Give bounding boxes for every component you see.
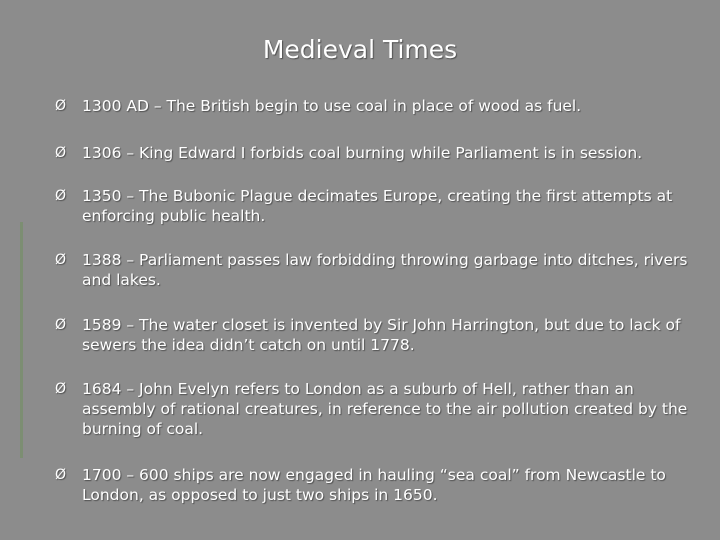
arrow-bullet-icon: Ø	[55, 188, 67, 204]
bullet-item-6	[55, 379, 695, 439]
arrow-bullet-icon: Ø	[55, 467, 67, 483]
bullet-item-2	[55, 143, 695, 163]
bullet-text: 1700 – 600 ships are now engaged in hauling “sea coal” from Newcastle to London, as opposed to just two ships in 1650.	[82, 466, 666, 504]
bullet-text: 1589 – The water closet is invented by Sir John Harrington, but due to lack of sewers the idea didn’t catch on until 1778.	[82, 316, 681, 354]
bullet-item-3	[55, 186, 695, 226]
bullet-item-1	[55, 96, 695, 116]
bullet-item-5	[55, 315, 695, 355]
decorative-side-line	[20, 222, 23, 458]
arrow-bullet-icon: Ø	[55, 98, 67, 114]
arrow-bullet-icon: Ø	[55, 252, 67, 268]
arrow-bullet-icon: Ø	[55, 381, 67, 397]
arrow-bullet-icon: Ø	[55, 145, 67, 161]
bullet-text: 1388 – Parliament passes law forbidding throwing garbage into ditches, rivers and lakes.	[82, 251, 688, 289]
bullet-item-4	[55, 250, 695, 290]
bullet-text: 1300 AD – The British begin to use coal in place of wood as fuel.	[82, 97, 582, 115]
bullet-item-7	[55, 465, 695, 505]
bullet-text: 1350 – The Bubonic Plague decimates Europe, creating the first attempts at enforcing public health.	[82, 187, 673, 225]
slide-title: Medieval Times	[262, 35, 458, 64]
bullet-text: 1306 – King Edward I forbids coal burning while Parliament is in session.	[82, 144, 643, 162]
arrow-bullet-icon: Ø	[55, 317, 67, 333]
bullet-text: 1684 – John Evelyn refers to London as a suburb of Hell, rather than an assembly of rational creatures, in reference to the air pollution created by the burning of coal.	[82, 380, 688, 438]
